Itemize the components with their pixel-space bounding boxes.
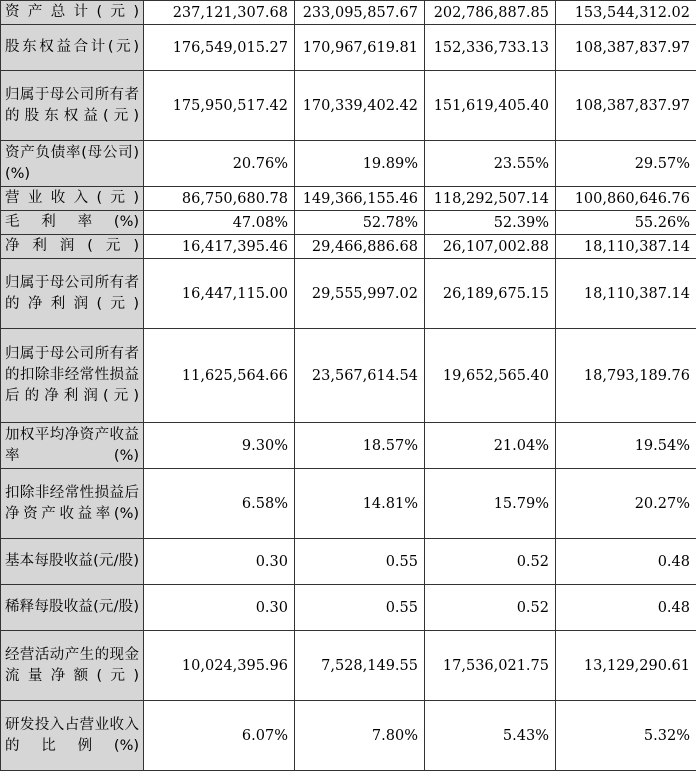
value-cell: 18,110,387.14 <box>556 235 696 259</box>
table-row <box>1 141 696 187</box>
row-label: 研发投入占营业收入的比例(%) <box>1 701 144 771</box>
value-cell: 29.57% <box>556 141 696 187</box>
value-cell: 7,528,149.55 <box>295 631 425 701</box>
value-cell: 14.81% <box>295 469 425 539</box>
row-label: 归属于母公司所有者的股东权益(元) <box>1 71 144 141</box>
value-cell: 0.52 <box>425 585 556 631</box>
table-row <box>1 469 696 539</box>
table-row <box>1 585 696 631</box>
value-cell: 20.76% <box>144 141 295 187</box>
table-row <box>1 539 696 585</box>
value-cell: 18,793,189.76 <box>556 329 696 423</box>
table-row <box>1 259 696 329</box>
value-cell: 118,292,507.14 <box>425 187 556 211</box>
table-row <box>1 211 696 235</box>
value-cell: 17,536,021.75 <box>425 631 556 701</box>
value-cell: 100,860,646.76 <box>556 187 696 211</box>
value-cell: 0.30 <box>144 539 295 585</box>
value-cell: 170,967,619.81 <box>295 25 425 71</box>
value-cell: 86,750,680.78 <box>144 187 295 211</box>
value-cell: 19,652,565.40 <box>425 329 556 423</box>
row-label: 经营活动产生的现金流量净额(元) <box>1 631 144 701</box>
row-label: 股东权益合计(元) <box>1 25 144 71</box>
value-cell: 23,567,614.54 <box>295 329 425 423</box>
value-cell: 16,447,115.00 <box>144 259 295 329</box>
table-row <box>1 631 696 701</box>
value-cell: 170,339,402.42 <box>295 71 425 141</box>
value-cell: 26,189,675.15 <box>425 259 556 329</box>
value-cell: 16,417,395.46 <box>144 235 295 259</box>
table-row <box>1 235 696 259</box>
value-cell: 13,129,290.61 <box>556 631 696 701</box>
value-cell: 6.58% <box>144 469 295 539</box>
value-cell: 5.43% <box>425 701 556 771</box>
value-cell: 29,466,886.68 <box>295 235 425 259</box>
row-label: 净利润(元) <box>1 235 144 259</box>
value-cell: 9.30% <box>144 423 295 469</box>
row-label: 毛利率(%) <box>1 211 144 235</box>
value-cell: 0.48 <box>556 585 696 631</box>
value-cell: 19.54% <box>556 423 696 469</box>
value-cell: 153,544,312.02 <box>556 1 696 25</box>
value-cell: 175,950,517.42 <box>144 71 295 141</box>
value-cell: 0.55 <box>295 539 425 585</box>
table-row <box>1 25 696 71</box>
value-cell: 19.89% <box>295 141 425 187</box>
value-cell: 237,121,307.68 <box>144 1 295 25</box>
row-label: 扣除非经常性损益后净资产收益率(%) <box>1 469 144 539</box>
value-cell: 108,387,837.97 <box>556 25 696 71</box>
value-cell: 233,095,857.67 <box>295 1 425 25</box>
value-cell: 15.79% <box>425 469 556 539</box>
value-cell: 0.52 <box>425 539 556 585</box>
value-cell: 47.08% <box>144 211 295 235</box>
value-cell: 0.48 <box>556 539 696 585</box>
row-label: 稀释每股收益(元/股) <box>1 585 144 631</box>
value-cell: 20.27% <box>556 469 696 539</box>
value-cell: 5.32% <box>556 701 696 771</box>
value-cell: 18.57% <box>295 423 425 469</box>
value-cell: 176,549,015.27 <box>144 25 295 71</box>
value-cell: 6.07% <box>144 701 295 771</box>
row-label: 归属于母公司所有者的净利润(元) <box>1 259 144 329</box>
row-label: 归属于母公司所有者的扣除非经常性损益后的净利润(元) <box>1 329 144 423</box>
table-row <box>1 329 696 423</box>
value-cell: 149,366,155.46 <box>295 187 425 211</box>
value-cell: 0.55 <box>295 585 425 631</box>
value-cell: 52.39% <box>425 211 556 235</box>
value-cell: 202,786,887.85 <box>425 1 556 25</box>
table-row <box>1 423 696 469</box>
table-row <box>1 187 696 211</box>
row-label: 资产负债率(母公司)(%) <box>1 141 144 187</box>
value-cell: 11,625,564.66 <box>144 329 295 423</box>
value-cell: 151,619,405.40 <box>425 71 556 141</box>
row-label: 资产总计(元) <box>1 1 144 25</box>
table-row <box>1 701 696 771</box>
value-cell: 10,024,395.96 <box>144 631 295 701</box>
value-cell: 0.30 <box>144 585 295 631</box>
value-cell: 29,555,997.02 <box>295 259 425 329</box>
value-cell: 26,107,002.88 <box>425 235 556 259</box>
table-row <box>1 1 696 25</box>
row-label: 基本每股收益(元/股) <box>1 539 144 585</box>
table-row <box>1 71 696 141</box>
value-cell: 55.26% <box>556 211 696 235</box>
value-cell: 108,387,837.97 <box>556 71 696 141</box>
value-cell: 52.78% <box>295 211 425 235</box>
value-cell: 18,110,387.14 <box>556 259 696 329</box>
value-cell: 23.55% <box>425 141 556 187</box>
row-label: 加权平均净资产收益率(%) <box>1 423 144 469</box>
value-cell: 7.80% <box>295 701 425 771</box>
value-cell: 21.04% <box>425 423 556 469</box>
value-cell: 152,336,733.13 <box>425 25 556 71</box>
row-label: 营业收入(元) <box>1 187 144 211</box>
